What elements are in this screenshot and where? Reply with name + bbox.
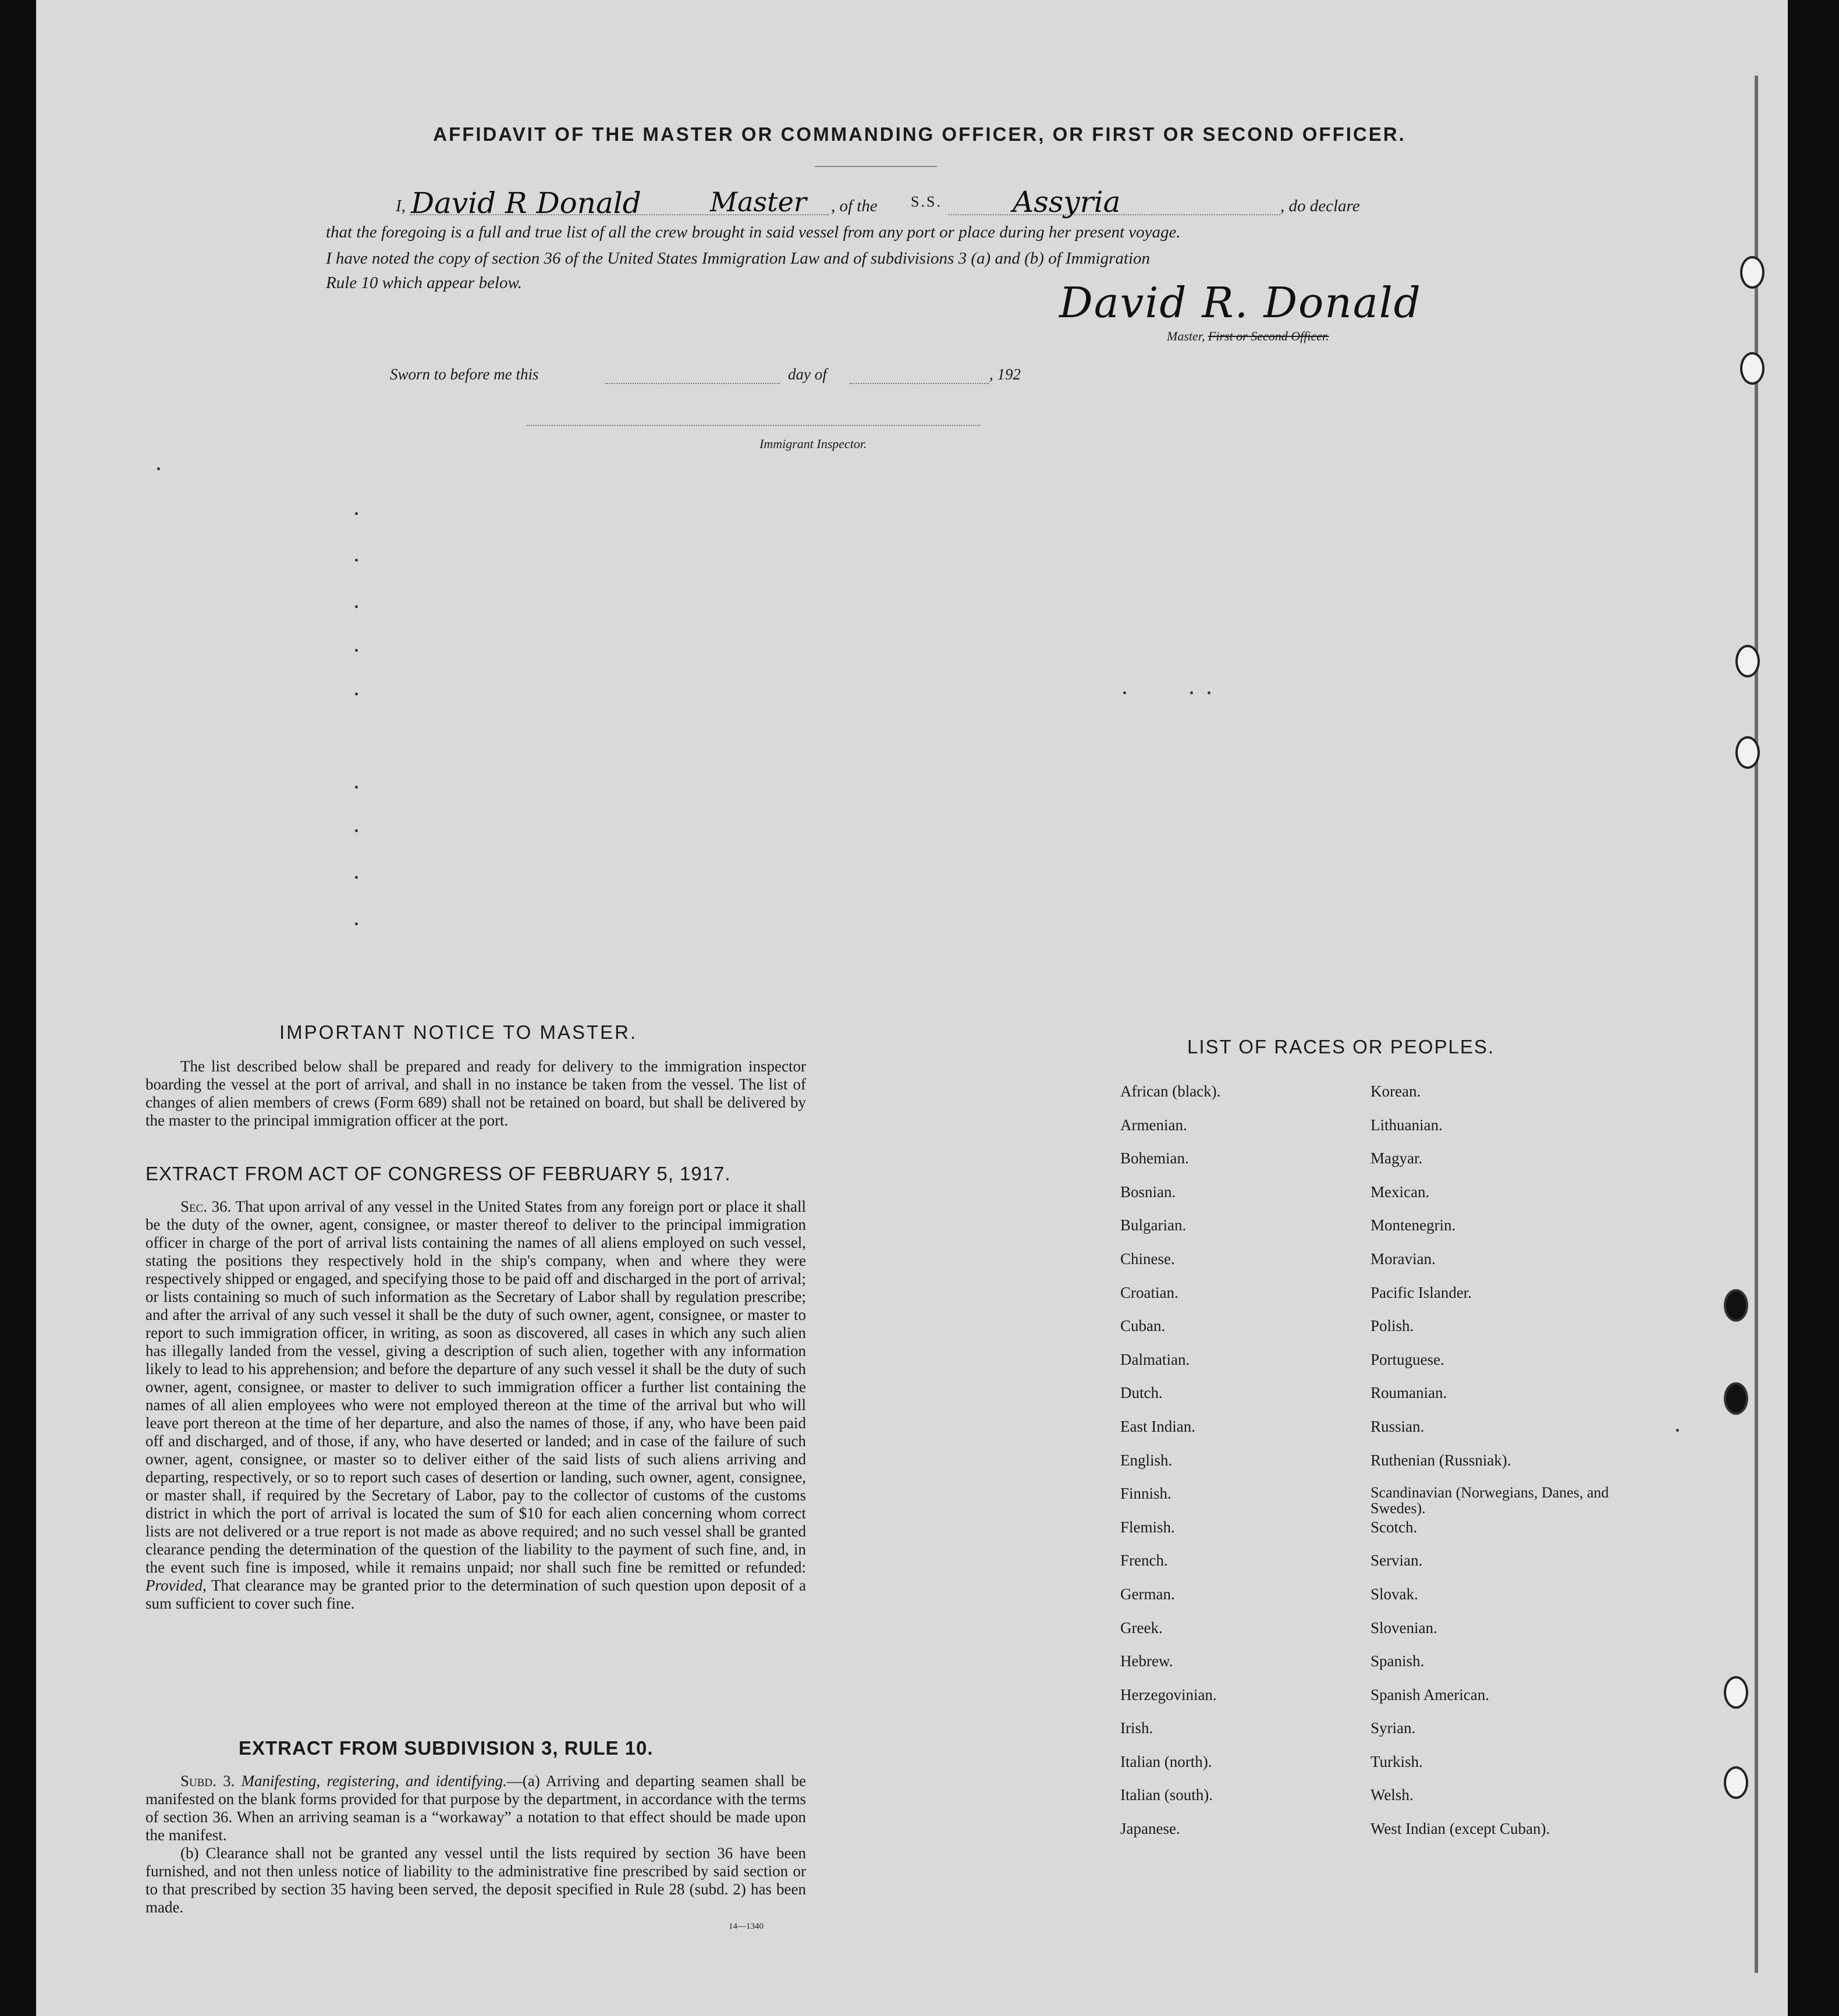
race-item: Dutch.	[1120, 1384, 1163, 1402]
declaration-prefix: I,	[396, 197, 406, 215]
race-item: Magyar.	[1371, 1149, 1423, 1167]
race-item: Scotch.	[1371, 1518, 1418, 1536]
race-item: Scandinavian (Norwegians, Danes, and Swedes).	[1371, 1484, 1609, 1517]
form-number: 14—1340	[729, 1922, 764, 1931]
punch-hole	[1735, 645, 1760, 677]
affidavit-title: AFFIDAVIT OF THE MASTER OR COMMANDING OFFICER, OR FIRST OR SECOND OFFICER.	[433, 123, 1406, 145]
punch-hole	[1724, 1676, 1748, 1709]
name-fill-line	[410, 214, 829, 215]
signature-caption-struck: First or Second Officer.	[1208, 329, 1329, 343]
page-speck	[1190, 691, 1193, 694]
page-speck	[157, 467, 160, 470]
vessel-name-handwritten: Assyria	[1013, 185, 1121, 219]
race-item: Irish.	[1120, 1719, 1153, 1737]
extract-act-body	[145, 1198, 806, 1613]
day-of-label: day of	[788, 365, 827, 383]
extract-act-title: EXTRACT FROM ACT OF CONGRESS OF FEBRUARY 5, 1917.	[145, 1163, 731, 1184]
race-item: Spanish.	[1371, 1652, 1425, 1670]
race-item: Italian (north).	[1120, 1752, 1212, 1770]
page-speck	[1123, 691, 1126, 694]
title-rule	[815, 166, 937, 167]
race-item: Korean.	[1371, 1082, 1421, 1100]
race-item: Turkish.	[1371, 1752, 1423, 1770]
subdivision-para-b: (b) Clearance shall not be granted any vessel until the lists required by section 36 have been furnished, and not then unless notice of liability to the administrative fine prescribed by said section or to that prescribed by section 35 having been served, the deposit specified in Rule 28 (subd. 2) has been made.	[145, 1844, 806, 1916]
signature-caption-master: Master,	[1167, 329, 1205, 343]
page-speck	[355, 922, 358, 925]
inspector-label: Immigrant Inspector.	[759, 436, 867, 451]
section-label: Sec. 36.	[180, 1198, 232, 1215]
race-item: Hebrew.	[1120, 1652, 1173, 1670]
punch-hole	[1740, 256, 1765, 289]
race-item: Welsh.	[1371, 1786, 1414, 1804]
race-item: Cuban.	[1120, 1317, 1166, 1335]
races-title: LIST OF RACES OR PEOPLES.	[1187, 1036, 1495, 1057]
race-item: Montenegrin.	[1371, 1216, 1456, 1234]
race-item: Finnish.	[1120, 1485, 1171, 1503]
master-name-handwritten: David R Donald	[411, 186, 641, 220]
race-item: Slovak.	[1371, 1585, 1418, 1603]
subdivision-label: Subd. 3.	[180, 1772, 235, 1790]
do-declare-label: , do declare	[1280, 197, 1360, 215]
races-column-1	[1120, 1082, 1371, 1854]
race-item: Roumanian.	[1371, 1384, 1447, 1402]
subdivision-para-a: —(a) Arriving and departing seamen shall be manifested on the blank forms provided for that purpose by the department, in accordance with the terms of section 36. When an arriving seaman is a “workaway” a notation to that effect should be made upon the manifest.	[145, 1772, 806, 1844]
race-item: Lithuanian.	[1371, 1116, 1443, 1134]
race-item: African (black).	[1120, 1082, 1221, 1100]
race-item: Croatian.	[1120, 1283, 1178, 1301]
of-the-label: , of the	[831, 197, 878, 215]
race-item: Dalmatian.	[1120, 1350, 1190, 1368]
section-36-text: That upon arrival of any vessel in the United States from any foreign port or place it shall be the duty of the owner, agent, consignee, or master thereof to deliver to the principal immigration officer in charge of the port of arrival lists containing the names of all aliens employed on such vessel, stating the positions they respectively hold in the ship's company, when and where they were respectively shipped or engaged, and specifying those to be paid off and discharged in the port of arrival; or lists containing so much of such information as the Secretary of Labor shall by regulation prescribe; and after the arrival of any such vessel it shall be the duty of such owner, agent, consignee, or master to report to such immigration officer, in writing, as soon as discovered, all cases in which any such alien has illegally landed from the vessel, giving a description of such alien, together with any information likely to lead to his apprehension; and before the departure of any such vessel it shall be the duty of such owner, agent, consignee, or master to deliver to such immigration officer a further list containing the names of all alien employees who were not employed thereon at the time of the arrival but who will leave port thereon at the time of her departure, and also the names of those, if any, who have been paid off and discharged, and of those, if any, who have deserted or landed; and in case of the failure of such owner, agent, consignee, or master so to deliver either of the said lists of such aliens arriving and departing, respectively, or so to report such cases of desertion or landing, such owner, agent, consignee, or master shall, if required by the Secretary of Labor, pay to the collector of customs of the customs district in which the port of arrival is located the sum of $10 for each alien concerning whom correct lists are not delivered or a true report is not made as above required; and no such vessel shall be granted clearance pending the determination of the question of the liability to the payment of such fine, and, in the event such fine is imposed, while it remains unpaid; nor shall such fine be remitted or refunded:	[145, 1198, 806, 1576]
punch-hole	[1735, 736, 1760, 769]
page-speck	[355, 876, 358, 879]
page-speck	[355, 829, 358, 832]
race-item: Bosnian.	[1120, 1183, 1176, 1201]
declaration-line-3: I have noted the copy of section 36 of the United States Immigration Law and of subdivisions 3 (a) and (b) of Immigration	[326, 249, 1151, 268]
race-item: Greek.	[1120, 1619, 1163, 1637]
notice-text: The list described below shall be prepared and ready for delivery to the immigration inspector boarding the vessel at the port of arrival, and shall in no instance be taken from the vessel. The list of changes of alien members of crews (Form 689) shall not be retained on board, but shall be delivered by the master to the principal immigration officer at the port.	[145, 1057, 806, 1129]
race-item: Flemish.	[1120, 1518, 1175, 1536]
signature-caption	[1167, 329, 1329, 344]
vessel-prefix-printed: S.S.	[911, 193, 942, 210]
race-item: French.	[1120, 1552, 1168, 1570]
sworn-day-fill-line	[605, 383, 780, 384]
inspector-signature-line	[527, 425, 981, 426]
race-item: German.	[1120, 1585, 1175, 1603]
extract-rule-body	[145, 1772, 806, 1916]
page-speck	[355, 786, 358, 789]
race-item: Ruthenian (Russniak).	[1371, 1451, 1511, 1469]
page-speck	[355, 693, 358, 695]
page-speck	[1208, 691, 1210, 694]
page-speck	[355, 559, 358, 562]
race-item: Slovenian.	[1371, 1619, 1437, 1637]
year-prefix-label: , 192	[989, 365, 1021, 383]
race-item: Russian.	[1371, 1417, 1425, 1435]
notice-title: IMPORTANT NOTICE TO MASTER.	[279, 1021, 638, 1043]
sworn-month-fill-line	[850, 383, 989, 384]
sworn-line	[390, 365, 1088, 389]
extract-rule-title: EXTRACT FROM SUBDIVISION 3, RULE 10.	[239, 1737, 654, 1759]
notice-body	[145, 1057, 806, 1130]
race-item: Portuguese.	[1371, 1350, 1444, 1368]
race-item: Polish.	[1371, 1317, 1414, 1335]
race-item: Italian (south).	[1120, 1786, 1213, 1804]
race-item: Spanish American.	[1371, 1685, 1489, 1703]
punch-hole	[1724, 1382, 1748, 1415]
race-item: English.	[1120, 1451, 1173, 1469]
punch-hole	[1724, 1289, 1748, 1322]
subdivision-heading: Manifesting, registering, and identifying.	[241, 1772, 507, 1790]
race-item: Servian.	[1371, 1552, 1423, 1570]
sworn-label: Sworn to before me this	[390, 365, 539, 383]
race-item: Bulgarian.	[1120, 1216, 1187, 1234]
race-item: Chinese.	[1120, 1250, 1175, 1268]
race-item: West Indian (except Cuban).	[1371, 1820, 1550, 1838]
proviso-text: That clearance may be granted prior to the determination of such question upon deposit of a sum sufficient to cover such fine.	[145, 1577, 807, 1612]
race-item: Pacific Islander.	[1371, 1283, 1472, 1301]
page-speck	[355, 649, 358, 652]
master-signature: David R. Donald	[1059, 278, 1422, 327]
page-speck	[1676, 1429, 1679, 1432]
race-item: Armenian.	[1120, 1116, 1187, 1134]
punch-hole	[1724, 1766, 1748, 1799]
declaration-line-1	[396, 186, 1432, 221]
master-rank-handwritten: Master	[710, 186, 807, 218]
race-item: East Indian.	[1120, 1417, 1195, 1435]
declaration-line-4: Rule 10 which appear below.	[326, 274, 522, 292]
races-column-2	[1371, 1082, 1627, 1854]
race-item: Moravian.	[1371, 1250, 1436, 1268]
page-speck	[355, 605, 358, 608]
page-speck	[355, 512, 358, 515]
race-item: Japanese.	[1120, 1820, 1180, 1838]
vessel-fill-line	[949, 214, 1280, 215]
punch-hole	[1740, 352, 1765, 385]
race-item: Mexican.	[1371, 1183, 1430, 1201]
race-item: Syrian.	[1371, 1719, 1416, 1737]
declaration-line-2: that the foregoing is a full and true list of all the crew brought in said vessel from any port or place during her present voyage.	[326, 223, 1181, 242]
proviso-word: Provided,	[145, 1577, 207, 1594]
race-item: Bohemian.	[1120, 1149, 1189, 1167]
race-item: Herzegovinian.	[1120, 1685, 1217, 1703]
